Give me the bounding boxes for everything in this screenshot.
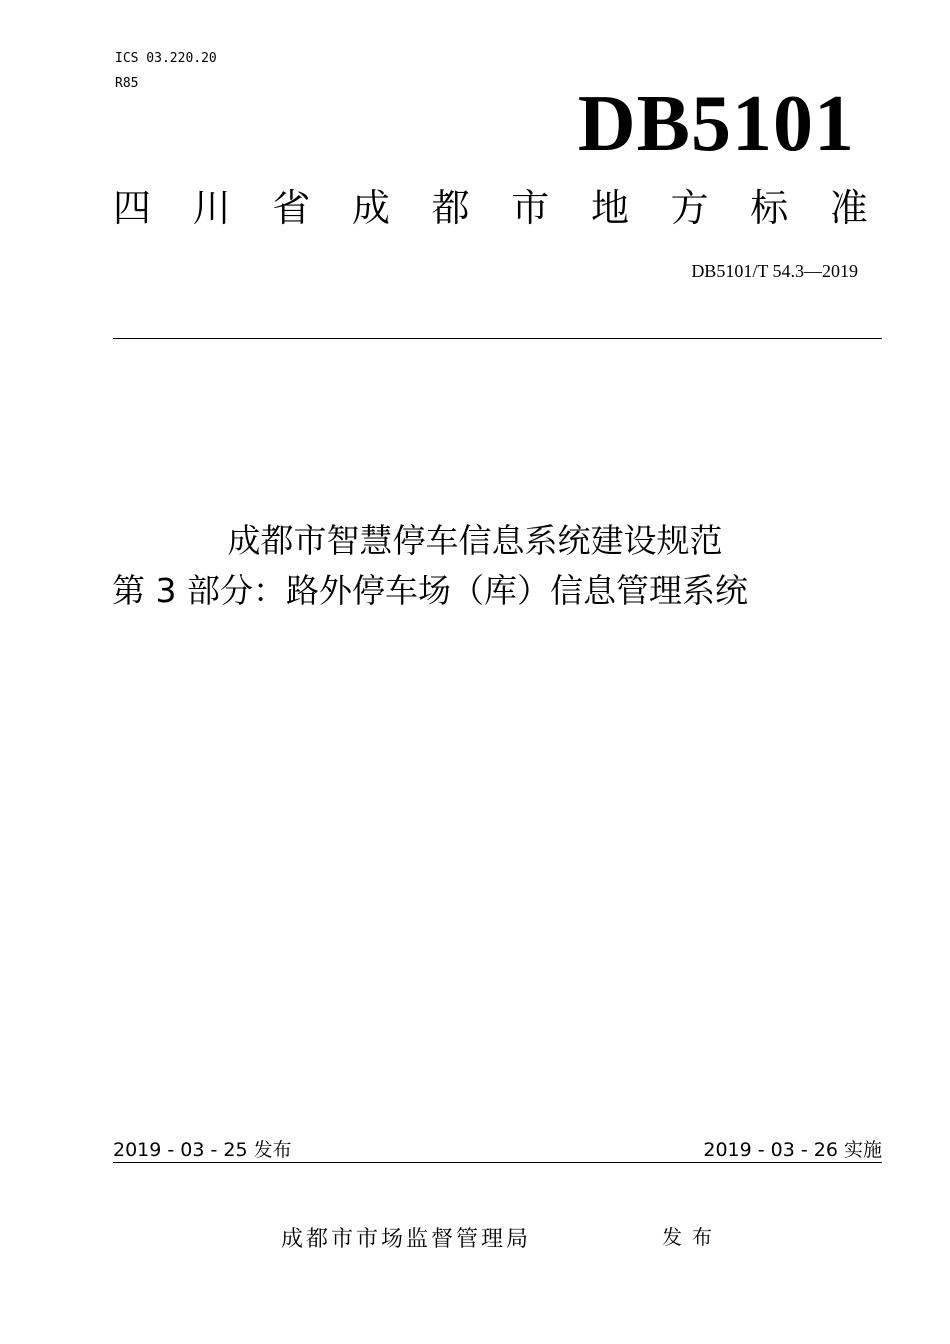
issuing-authority: 成都市市场监督管理局	[281, 1227, 532, 1252]
standard-type-char: 川	[192, 186, 231, 230]
title-line-2: 第 3 部分：路外停车场（库）信息管理系统	[112, 571, 748, 610]
standard-type	[113, 185, 868, 231]
standard-type-char: 四	[113, 186, 152, 230]
standard-type-char: 标	[750, 186, 789, 230]
document-title	[0, 516, 950, 616]
standard-type-char: 省	[272, 186, 311, 230]
standard-type-char: 市	[511, 186, 550, 230]
standard-type-char: 地	[590, 186, 629, 230]
standard-type-char: 准	[829, 186, 868, 230]
standard-type-char: 都	[431, 186, 470, 230]
issue-date: 2019 - 03 - 25 发布	[113, 1139, 292, 1161]
issue-word: 发布	[662, 1225, 722, 1249]
standard-type-char: 成	[351, 186, 390, 230]
implement-date: 2019 - 03 - 26 实施	[703, 1139, 882, 1161]
title-line-1: 成都市智慧停车信息系统建设规范	[227, 521, 723, 560]
standard-type-char: 方	[670, 186, 709, 230]
ics-code: ICS 03.220.20	[115, 51, 217, 66]
header-divider	[113, 338, 882, 339]
footer-divider	[113, 1162, 882, 1163]
standard-logo: DB5101	[577, 80, 855, 168]
standard-number: DB5101/T 54.3—2019	[691, 261, 858, 281]
ccs-code: R85	[115, 76, 139, 91]
